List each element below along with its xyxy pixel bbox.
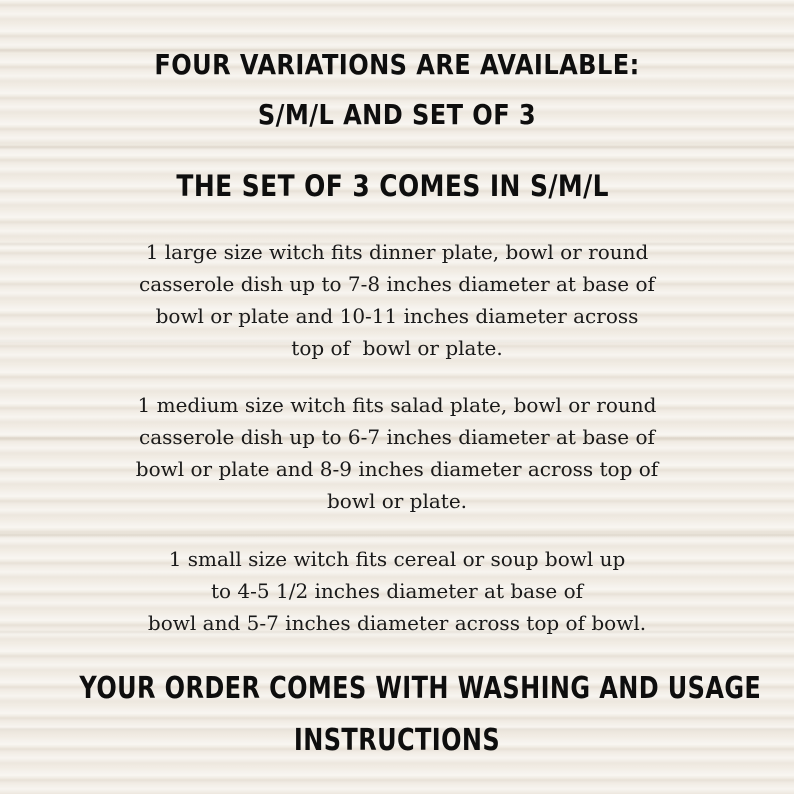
small-size-line-2: to 4-5 1/2 inches diameter at base of xyxy=(210,579,584,603)
variations-heading-line-2: S/M/L AND SET OF 3 xyxy=(257,98,537,131)
large-size-line-2: casserole dish up to 7-8 inches diameter at base of xyxy=(139,272,655,296)
large-size-line-3: bowl or plate and 10-11 inches diameter across xyxy=(155,304,639,328)
instructions-heading-line-1: YOUR ORDER COMES WITH WASHING AND USAGE xyxy=(79,671,762,706)
medium-size-line-4: bowl or plate. xyxy=(326,489,468,513)
medium-size-line-2: casserole dish up to 6-7 inches diameter at base of xyxy=(139,425,655,449)
medium-size-description xyxy=(0,389,794,517)
variations-heading xyxy=(56,40,739,140)
large-size-line-1: 1 large size witch fits dinner plate, bowl or round xyxy=(145,240,649,264)
medium-size-line-3: bowl or plate and 8-9 inches diameter across top of xyxy=(135,457,659,481)
instructions-heading-line-2: INSTRUCTIONS xyxy=(293,723,501,758)
large-size-description xyxy=(0,236,794,364)
small-size-description xyxy=(0,543,794,639)
variations-heading-line-1: FOUR VARIATIONS ARE AVAILABLE: xyxy=(154,48,640,81)
small-size-line-1: 1 small size witch fits cereal or soup bowl up xyxy=(168,547,626,571)
small-size-line-3: bowl and 5-7 inches diameter across top of bowl. xyxy=(147,611,647,635)
instructions-heading xyxy=(79,663,762,767)
large-size-line-4: top of bowl or plate. xyxy=(291,336,503,360)
medium-size-line-1: 1 medium size witch fits salad plate, bowl or round xyxy=(137,393,657,417)
set-of-3-heading: THE SET OF 3 COMES IN S/M/L xyxy=(176,169,610,203)
